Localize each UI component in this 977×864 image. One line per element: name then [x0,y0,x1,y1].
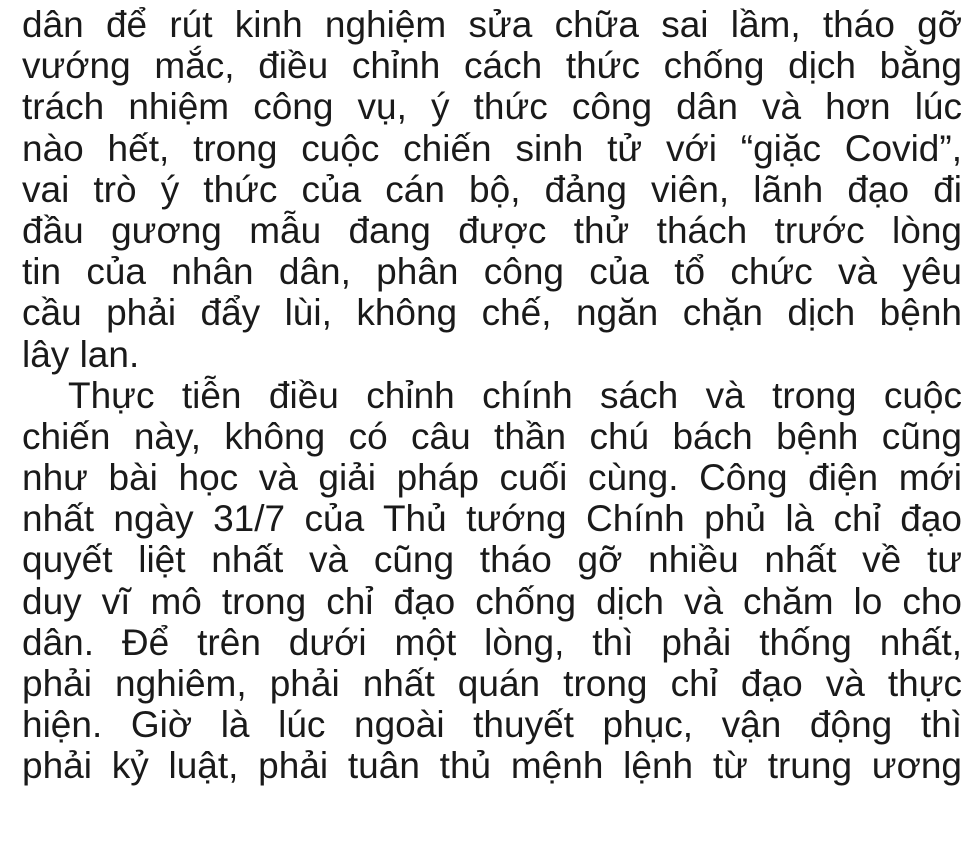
text-line: như bài học và giải pháp cuối cùng. Công điện mới [22,457,962,499]
paragraph-1 [22,4,962,375]
text-line: chiến này, không có câu thần chú bách bệnh cũng [22,415,962,457]
paragraph-2 [22,375,962,787]
text-line: dân. Để trên dưới một lòng, thì phải thống nhất, [22,621,962,663]
text-line: hiện. Giờ là lúc ngoài thuyết phục, vận động thì [22,704,962,746]
text-line: trách nhiệm công vụ, ý thức công dân và hơn lúc [22,86,962,128]
text-line: vướng mắc, điều chỉnh cách thức chống dịch bằng [22,45,962,87]
text-line: dân để rút kinh nghiệm sửa chữa sai lầm, tháo gỡ [22,4,962,45]
text-line: phải kỷ luật, phải tuân thủ mệnh lệnh từ trung ương [22,745,962,787]
text-line: quyết liệt nhất và cũng tháo gỡ nhiều nhất về tư [22,539,962,581]
text-line: duy vĩ mô trong chỉ đạo chống dịch và chăm lo cho [22,580,962,622]
article-body [22,4,962,787]
text-line: nhất ngày 31/7 của Thủ tướng Chính phủ là chỉ đạo [22,498,962,540]
text-line: vai trò ý thức của cán bộ, đảng viên, lãnh đạo đi [22,168,962,210]
text-line: đầu gương mẫu đang được thử thách trước lòng [22,209,962,251]
text-line: cầu phải đẩy lùi, không chế, ngăn chặn dịch bệnh [22,292,962,334]
text-line: phải nghiêm, phải nhất quán trong chỉ đạo và thực [22,663,962,704]
text-line: tin của nhân dân, phân công của tổ chức và yêu [22,251,962,293]
text-line: nào hết, trong cuộc chiến sinh tử với “giặc Covid”, [22,127,962,169]
text-line: lây lan. [22,333,140,375]
text-line: Thực tiễn điều chỉnh chính sách và trong cuộc [68,374,962,416]
